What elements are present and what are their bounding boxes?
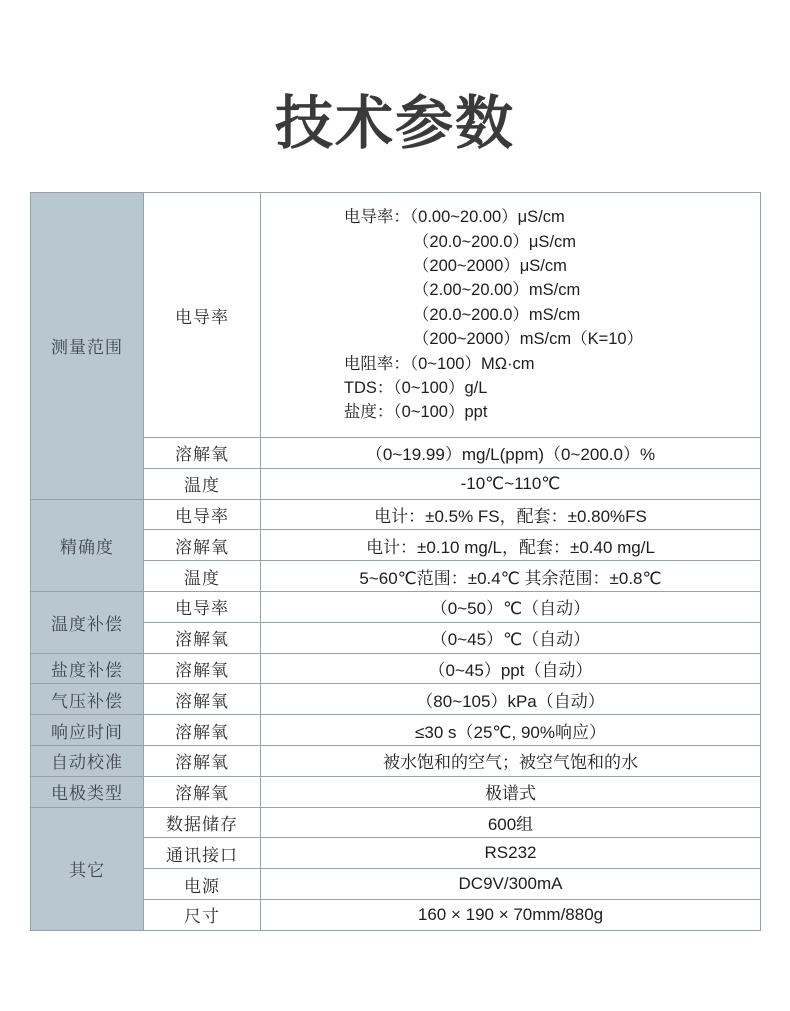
table-row <box>31 745 761 776</box>
param-cell: 通讯接口 <box>144 838 261 869</box>
category-cell: 电极类型 <box>31 776 144 807</box>
category-cell: 响应时间 <box>31 715 144 746</box>
value-cell: 被水饱和的空气；被空气饱和的水 <box>261 745 761 776</box>
param-cell: 数据储存 <box>144 807 261 838</box>
conductivity-range-block <box>344 205 643 425</box>
value-line: （20.0~200.0）μS/cm <box>412 232 577 251</box>
category-cell: 测量范围 <box>31 193 144 500</box>
table-row <box>31 653 761 684</box>
param-cell: 电源 <box>144 869 261 900</box>
table-row <box>31 715 761 746</box>
value-line: （200~2000）mS/cm（K=10） <box>412 330 644 349</box>
value-cell: DC9V/300mA <box>261 869 761 900</box>
param-cell: 尺寸 <box>144 899 261 930</box>
param-cell: 电导率 <box>144 499 261 530</box>
param-cell: 溶解氧 <box>144 530 261 561</box>
table-row <box>31 807 761 838</box>
param-cell: 溶解氧 <box>144 684 261 715</box>
table-row <box>31 193 761 438</box>
value-cell: 600组 <box>261 807 761 838</box>
param-cell: 溶解氧 <box>144 653 261 684</box>
value-line: （2.00~20.00）mS/cm <box>412 281 581 300</box>
param-cell: 溶解氧 <box>144 745 261 776</box>
category-cell: 其它 <box>31 807 144 930</box>
value-line: （200~2000）μS/cm <box>412 256 567 275</box>
table-row <box>31 684 761 715</box>
param-cell: 溶解氧 <box>144 622 261 653</box>
category-cell: 精确度 <box>31 499 144 591</box>
value-line: 电导率：（0.00~20.00）μS/cm <box>343 208 565 227</box>
value-line: （20.0~200.0）mS/cm <box>412 305 581 324</box>
category-cell: 温度补偿 <box>31 591 144 653</box>
value-cell: （0~50）℃（自动） <box>261 591 761 622</box>
spec-table <box>30 192 761 931</box>
param-cell: 电导率 <box>144 193 261 438</box>
value-cell: RS232 <box>261 838 761 869</box>
value-cell: 极谱式 <box>261 776 761 807</box>
param-cell: 温度 <box>144 561 261 592</box>
table-row <box>31 499 761 530</box>
value-line: TDS：（0~100）g/L <box>343 379 488 398</box>
value-cell: 160 × 190 × 70mm/880g <box>261 899 761 930</box>
value-cell <box>261 193 761 438</box>
value-cell: ≤30 s（25℃, 90%响应） <box>261 715 761 746</box>
category-cell: 盐度补偿 <box>31 653 144 684</box>
value-cell: -10℃~110℃ <box>261 468 761 499</box>
category-cell: 气压补偿 <box>31 684 144 715</box>
param-cell: 电导率 <box>144 591 261 622</box>
value-cell: （0~19.99）mg/L(ppm)（0~200.0）% <box>261 438 761 469</box>
category-cell: 自动校准 <box>31 745 144 776</box>
page-title: 技术参数 <box>274 91 515 156</box>
value-cell: 电计：±0.5% FS，配套：±0.80%FS <box>261 499 761 530</box>
param-cell: 溶解氧 <box>144 776 261 807</box>
table-row <box>31 591 761 622</box>
value-line: 电阻率：（0~100）MΩ·cm <box>343 354 535 373</box>
spec-table-body <box>31 193 761 931</box>
value-cell: 电计：±0.10 mg/L，配套：±0.40 mg/L <box>261 530 761 561</box>
value-cell: （80~105）kPa（自动） <box>261 684 761 715</box>
value-cell: （0~45）ppt（自动） <box>261 653 761 684</box>
value-cell: 5~60℃范围：±0.4℃ 其余范围：±0.8℃ <box>261 561 761 592</box>
param-cell: 溶解氧 <box>144 715 261 746</box>
table-row <box>31 776 761 807</box>
value-cell: （0~45）℃（自动） <box>261 622 761 653</box>
value-line: 盐度：（0~100）ppt <box>343 403 488 422</box>
param-cell: 温度 <box>144 468 261 499</box>
param-cell: 溶解氧 <box>144 438 261 469</box>
